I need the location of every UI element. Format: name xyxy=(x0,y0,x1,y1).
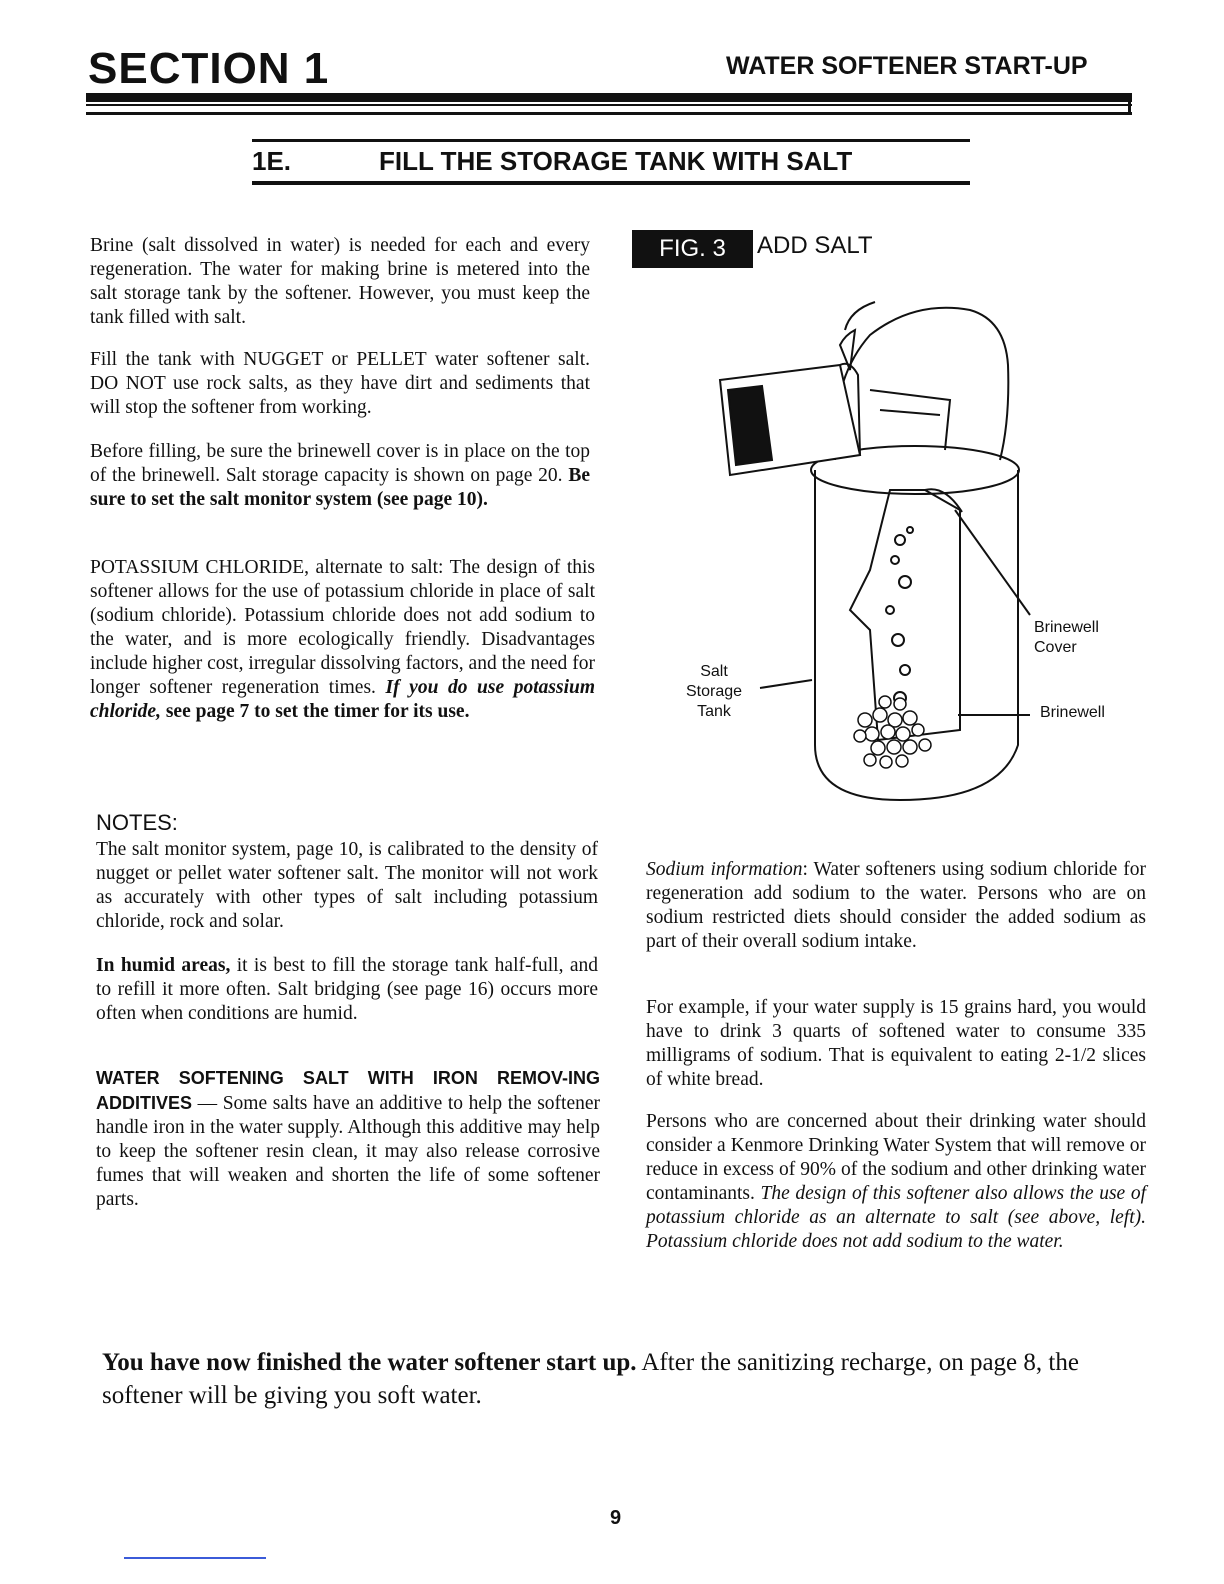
figure-label: FIG. 3 xyxy=(632,230,753,268)
footer-line xyxy=(124,1557,266,1559)
salt-storage-line-2: Storage xyxy=(685,683,743,700)
drinking-water-italic: The design of this softener also allows the use of potassium chloride as an alternate to salt (see above, left). Potassium chloride does not add sodium to the water. xyxy=(646,1183,1146,1252)
salt-storage-line-3: Tank xyxy=(697,703,731,720)
brinewell-cover-line-2: Cover xyxy=(1034,639,1077,656)
salt-storage-line-1: Salt xyxy=(700,663,728,680)
finish-bold: You have now finished the water softener start up. xyxy=(102,1349,637,1376)
paragraph-brine: Brine (salt dissolved in water) is needed for each and every regeneration. The water for making brine is metered into the salt storage tank by the softener. However, you must keep the tank filled with salt. xyxy=(90,235,590,328)
brinewell-cover-line-1: Brinewell xyxy=(1034,619,1099,636)
paragraph-before-filling xyxy=(90,440,590,512)
drinking-water-text: Persons who are concerned about their drinking water should consider a Kenmore Drinking Water System that will remove or reduce in excess of 90% of the sodium and other drinking water contaminants. xyxy=(646,1111,1146,1204)
notes-heading: NOTES: xyxy=(96,810,178,835)
potassium-timer-note: see page 7 to set the timer for its use. xyxy=(160,701,470,722)
header-rule-thin xyxy=(86,104,1132,106)
sodium-info-label: Sodium information xyxy=(646,859,803,880)
softener-illustration xyxy=(700,290,1040,810)
subhead-rule-top xyxy=(252,139,970,142)
subhead-number: 1E. xyxy=(252,146,292,176)
header-rule-thick xyxy=(86,93,1132,102)
header-rule-bottom xyxy=(86,112,1132,115)
salt-monitor-note: Be sure to set the salt monitor system (see page 10). xyxy=(90,465,590,510)
section-title: SECTION 1 xyxy=(88,44,330,93)
paragraph-drinking-water xyxy=(646,1110,1146,1254)
humid-areas-bold: In humid areas, xyxy=(96,955,231,976)
subhead-title: FILL THE STORAGE TANK WITH SALT xyxy=(379,146,853,176)
note-humid-areas xyxy=(96,954,598,1026)
note-iron-additives xyxy=(96,1066,600,1212)
paragraph-fill-tank: Fill the tank with NUGGET or PELLET water softener salt. DO NOT use rock salts, as they have dirt and sediments that will stop the softener from working. xyxy=(90,349,590,418)
finish-text: After the sanitizing recharge, on page 8, the softener will be giving you soft water. xyxy=(102,1349,1079,1409)
figure-caption: ADD SALT xyxy=(757,232,873,259)
note-salt-monitor: The salt monitor system, page 10, is calibrated to the density of nugget or pellet water softener salt. The monitor will not work as accurately with other types of salt including potassium chloride, rock and solar. xyxy=(96,839,598,932)
paragraph-potassium xyxy=(90,556,595,724)
finish-statement xyxy=(102,1346,1162,1412)
iron-additives-text: — Some salts have an additive to help the softener handle iron in the water supply. Although this additive may help to keep the softener resin clean, it may also release corrosive fumes that will weaken and shorten the life of some softener parts. xyxy=(96,1093,600,1210)
paragraph-sodium-info xyxy=(646,858,1146,954)
subhead-rule-bottom xyxy=(252,181,970,185)
page-number: 9 xyxy=(610,1507,622,1529)
humid-areas-text: it is best to fill the storage tank half-full, and to refill it more often. Salt bridging (see page 16) occurs more often when conditions are humid. xyxy=(96,955,598,1024)
header-rule-cap xyxy=(1128,102,1131,114)
brinewell-cover-label xyxy=(1034,618,1099,658)
before-filling-text: Before filling, be sure the brinewell cover is in place on the top of the brinewell. Salt storage capacity is shown on page 20. xyxy=(90,441,590,486)
paragraph-example: For example, if your water supply is 15 grains hard, you would have to drink 3 quarts of softened water to consume 335 milligrams of sodium. That is equivalent to eating 2-1/2 slices of white bread. xyxy=(646,997,1146,1090)
iron-additives-heading: WATER SOFTENING SALT WITH IRON REMOV-ING ADDITIVES xyxy=(96,1068,600,1113)
salt-storage-label xyxy=(674,662,754,722)
brinewell-label: Brinewell xyxy=(1040,704,1105,721)
header-title: WATER SOFTENER START-UP xyxy=(726,52,1088,80)
potassium-text: POTASSIUM CHLORIDE, alternate to salt: The design of this softener allows for the use of potassium chloride in place of salt (sodium chloride). Potassium chloride does not add sodium to the water, and is more ecologically friendly. Disadvantages include higher cost, irregular dissolving factors, and the need for longer softener regeneration times. xyxy=(90,557,595,698)
potassium-italic: If you do use potassium chloride, xyxy=(90,677,596,722)
sodium-info-text: : Water softeners using sodium chloride for regeneration add sodium to the water. Persons who are on sodium restricted diets should consider the added sodium as part of their overall sodium intake. xyxy=(646,859,1146,952)
